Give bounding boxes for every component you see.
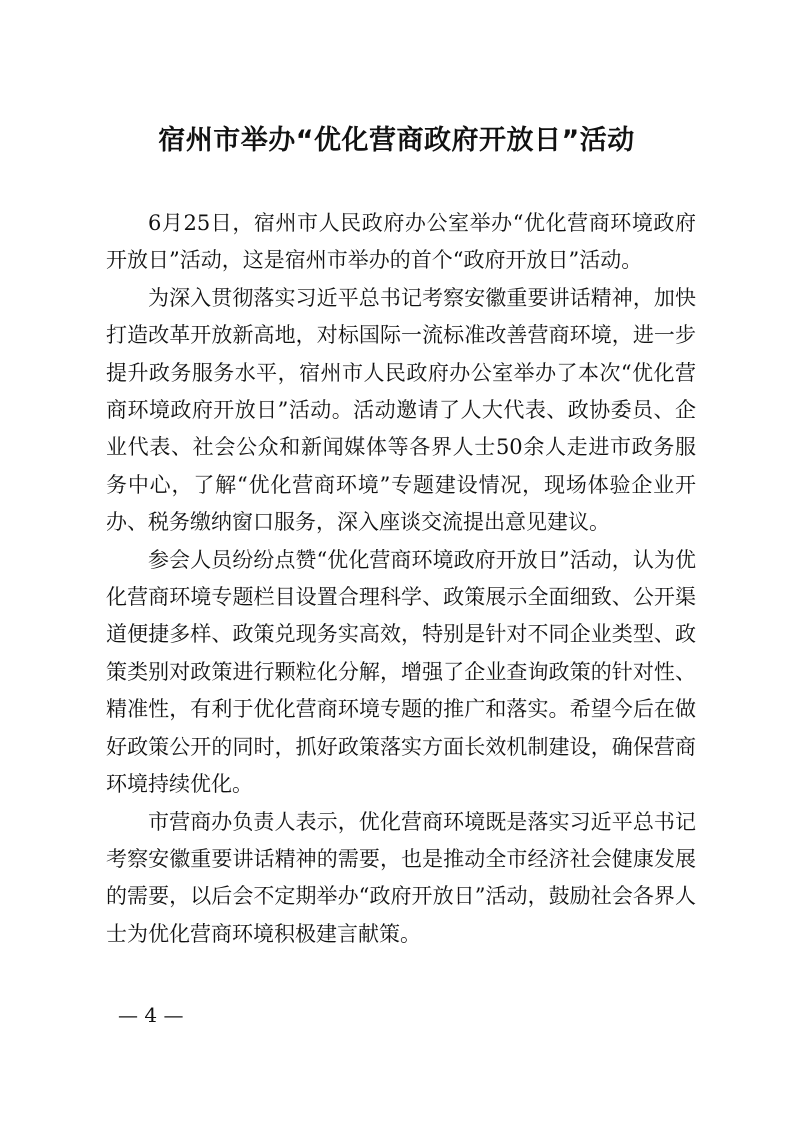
paragraph-4: 市营商办负责人表示，优化营商环境既是落实习近平总书记考察安徽重要讲话精神的需要，也是推动全市经济社会健康发展的需要，以后会不定期举办“政府开放日”活动，鼓励社会各界人士为优化营商环境积极建言献策。 bbox=[106, 809, 696, 946]
paragraph-1: 6月25日，宿州市人民政府办公室举办“优化营商环境政府开放日”活动，这是宿州市举办的首个“政府开放日”活动。 bbox=[106, 211, 696, 273]
document-title: 宿州市举办“优化营商政府开放日”活动 bbox=[158, 125, 635, 156]
paragraph-3: 参会人员纷纷点赞“优化营商环境政府开放日”活动，认为优化营商环境专题栏目设置合理科学、政策展示全面细致、公开渠道便捷多样、政策兑现务实高效，特别是针对不同企业类型、政策类别对政策进行颗粒化分解，增强了企业查询政策的针对性、精准性，有利于优化营商环境专题的推广和落实。希望今后在做好政策公开的同时，抓好政策落实方面长效机制建设，确保营商环境持续优化。 bbox=[106, 547, 696, 797]
paragraph-2: 为深入贯彻落实习近平总书记考察安徽重要讲话精神，加快打造改革开放新高地，对标国际一流标准改善营商环境，进一步提升政务服务水平，宿州市人民政府办公室举办了本次“优化营商环境政府开放日”活动。活动邀请了人大代表、政协委员、企业代表、社会公众和新闻媒体等各界人士50余人走进市政务服务中心，了解“优化营商环境”专题建设情况，现场体验企业开办、税务缴纳窗口服务，深入座谈交流提出意见建议。 bbox=[106, 285, 696, 535]
document-body bbox=[106, 205, 696, 953]
page-number: — 4 — bbox=[118, 1003, 184, 1027]
